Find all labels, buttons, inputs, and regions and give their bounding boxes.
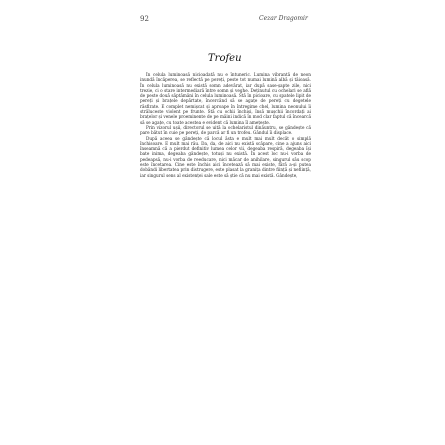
paragraph: După aceea se gândește că locul ăsta e mult mai mult decât o simplă închisoare. E mult mai rău. Da, da, de aici nu există scăpare, cine a ajuns aici înseamnă că a pierdut definitiv lumea celor vii, degeaba respiră, degeaba își bate inima, degeaba gândește, totuși nu există. În acest loc nu-i vorba de pedeapsă, nu-i vorba de reeducare, nici măcar de anihilare, singurul său scop este încetarea. Cine este închis aici încetează să mai existe, fără a-și putea dobândi libertatea prin distrugere, este plasat la granița dintre ființă și neființă, iar singurul sens al existenței sale este să știe că nu mai există. Gândește,	[140, 135, 311, 178]
page-number: 92	[140, 15, 149, 23]
body-text	[140, 72, 311, 432]
section-title: Trofeu	[208, 53, 242, 64]
running-header: Cezar Dragomir	[259, 15, 308, 22]
paragraph: Prin vizorul ușii, directorul se uită la ochelaristul dinăuntru, se gândește că pare bătut în cuie pe pereți, de parcă ar fi un trofeu. Gândul îi displace.	[140, 124, 311, 136]
paragraph: În celula luminoasă nicioadată nu e întuneric. Lumina vibrantă de neon inundă încăperea, se reflectă pe pereți, peste tot numai lumină albă și tăioasă. În celula luminoasă nu există somn adevărat, iar după sase-șapte zile, nici treziе, ci o stare intermediară între somn și veghe. Deținutul cu ochelari se află de peste două săptămâni în celula luminoasă. Stă în picioare, cu spatele lipit de pereți și brațele depărtate, încercând să se agațe de pereți cu degetele răsfirate. E complet nemișcat și aproape în întregime chel, lumina neonului îi străluceste violent pe frunte. Stă cu ochii închiși, însă mușchii încordați ai brațelor și venele proeminente de pe mâini indică în mod clar faptul că încearcă să se agațe, cu toate acestea e evident că lumina îl amețește.	[140, 72, 311, 125]
